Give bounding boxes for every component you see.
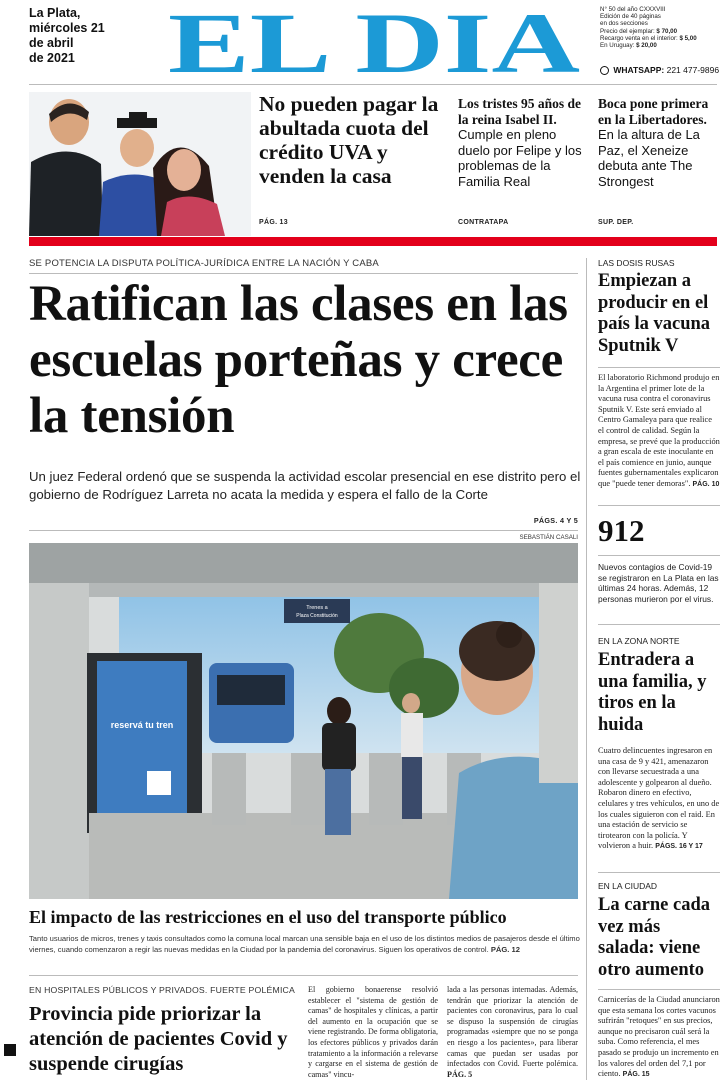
teaser-headline: Boca pone primera en la Libertadores. [598,96,709,127]
teaser-queen[interactable] [458,96,586,234]
sidebar-covid-stat[interactable] [598,513,720,604]
story-body: El laboratorio Richmond produjo en la Argentina el primer lote de la vacuna rusa contra el coronavirus Sputnik V. Este será enviado al Centro Gamaleya para que realice el control de calidad. Según la empresa, se prevé que la producción a gran escala de este inoculante en el país comience en junio, aunque fuentes gubernamentales explicaron que "puede tener demoras". PÁG. 10 [598,373,720,488]
stat-number: 912 [598,513,645,548]
teaser-headline: No pueden pagar la abultada cuota del crédito UVA y venden la casa [259,92,439,188]
page-ref: SUP. DEP. [598,219,634,226]
sidebar-story-meat[interactable] [598,881,720,1081]
main-kicker: SE POTENCIA LA DISPUTA POLÍTICA-JURÍDICA ENTRE LA NACIÓN Y CABA [29,258,379,269]
bottom-kicker: EN HOSPITALES PÚBLICOS Y PRIVADOS. FUERTE POLÉMICA [29,985,296,995]
edition-info: N° 50 del año CXXXVIII Edición de 40 páginas en dos secciones Precio del ejemplar: $ 70,00 Recargo venta en el interior: $ 5,00 En Uruguay: $ 20,00 [600,6,697,50]
photo-caption-body: Tanto usuarios de micros, trenes y taxis consultados como la comuna local marcan una sensible baja en el uso de los distintos medios de pasajeros desde el último viernes, cuando comenzaron a regir las nuevas medidas en la Ciudad por la pandemia del coronavirus. Siguen los operativos de control. PÁG. 12 [29,934,580,954]
edition-date: La Plata, miércoles 21 de abril de 2021 [29,6,105,65]
story-body: Cuatro delincuentes ingresaron en una casa de 9 y 421, amenazaron con llevarse secuestrada a una adolescente y golpearon al dueño. Robaron dinero en efectivo, celulares y tres vehículos, en uno de los cuales siguieron con el raid. En una estación de servicio se tirotearon con la policía. Y volvieron a huir. PÁGS. 16 Y 17 [598,746,720,851]
story-kicker: LAS DOSIS RUSAS [598,258,675,268]
teaser-body: En la altura de La Paz, el Xeneize debuta ante The Strongest [598,127,700,189]
photo-caption-headline[interactable]: El impacto de las restricciones en el uso del transporte público [29,907,507,927]
teaser-uva[interactable] [259,92,449,234]
page-ref: PÁG. 15 [622,1071,650,1079]
station-photo [29,543,578,899]
main-headline[interactable]: Ratifican las clases en las escuelas porteñas y crece la tensión [29,276,568,444]
bottom-column-1: El gobierno bonaerense resolvió establecer el "sistema de gestión de camas" de hospitales y clínicas, a partir del aumento en la ocupación que se viene registrando. De forma obligatoria, los efectores públicos y privados darán tratamiento a la información a relevarse y cargarse en el sistema de gestión de camas" vincu- [308,985,438,1079]
page-ref: PÁG. 5 [447,1069,473,1079]
family-photo [29,92,251,236]
sign-text-top: Trenes a [306,605,328,611]
sidebar-story-vaccine[interactable] [598,258,720,491]
teaser-body: Cumple en pleno duelo por Felipe y los problemas de la Familia Real [458,127,582,189]
page-ref: PÁG. 12 [490,944,520,954]
main-subhead: Un juez Federal ordenó que se suspenda la actividad escolar presencial en ese distrito pero el gobierno de Rodríguez Larreta no acata la medida y espera el fallo de la Corte [29,469,581,502]
bottom-column-2: lada a las personas internadas. Además, tendrán que priorizar la atención de pacientes con coronavirus, para lo cual se dispuso la suspensión de cirugías programadas «siempre que no se ponga en riesgo a los pacientes», para liberar camas que puedan ser usadas por infectados con Covid. Fuerte polémica. PÁG. 5 [447,985,578,1079]
teaser-boca[interactable] [598,96,723,234]
logo-text: EL DIA [168,6,580,78]
stat-body: Nuevos contagios de Covid-19 se registraron en La Plata en las últimas 24 horas. Además, 12 personas murieron por el virus. [598,562,719,604]
main-divider [29,530,578,531]
sidebar-story-robbery[interactable] [598,636,720,853]
bottom-divider [29,975,578,976]
story-kicker: EN LA CIUDAD [598,881,658,891]
poster-text: reservá tu tren [110,720,174,730]
story-kicker: EN LA ZONA NORTE [598,636,680,646]
teaser-headline: Los tristes 95 años de la reina Isabel II. [458,96,582,127]
bottom-headline[interactable]: Provincia pide priorizar la atención de pacientes Covid y suspende cirugías [29,1003,288,1075]
story-headline: Entradera a una familia, y tiros en la huida [598,650,707,735]
accent-bar [29,237,717,246]
photo-credit: SEBASTIÁN CASALI [519,534,578,541]
story-headline: La carne cada vez más salada: viene otro aumento [598,895,711,980]
whatsapp-contact[interactable]: WHATSAPP: 221 477-9896 [600,65,725,75]
kicker-divider [29,273,578,274]
whatsapp-icon [600,66,609,75]
main-page-ref: PÁGS. 4 Y 5 [533,516,578,525]
bullet-square [4,1044,16,1056]
story-body: Carnicerías de la Ciudad anunciaron que esta semana los cortes vacunos sufrirán "retoques" en sus precios, aunque no precisaron cuál será la suba. Como referencia, el mes pasado se produjo un incremento en los valores del orden del 7,1 por ciento. PÁG. 15 [598,995,720,1079]
page-ref: PÁG. 13 [259,219,288,226]
newspaper-logo [164,6,584,78]
page-ref: PÁGS. 16 Y 17 [655,843,703,851]
page-ref: PÁG. 10 [692,480,720,488]
story-headline: Empiezan a producir en el país la vacuna Sputnik V [598,271,711,356]
sidebar-divider [586,258,587,1080]
sign-text-bottom: Plaza Constitución [296,613,338,619]
masthead-divider [29,84,717,85]
page-ref: CONTRATAPA [458,219,509,226]
